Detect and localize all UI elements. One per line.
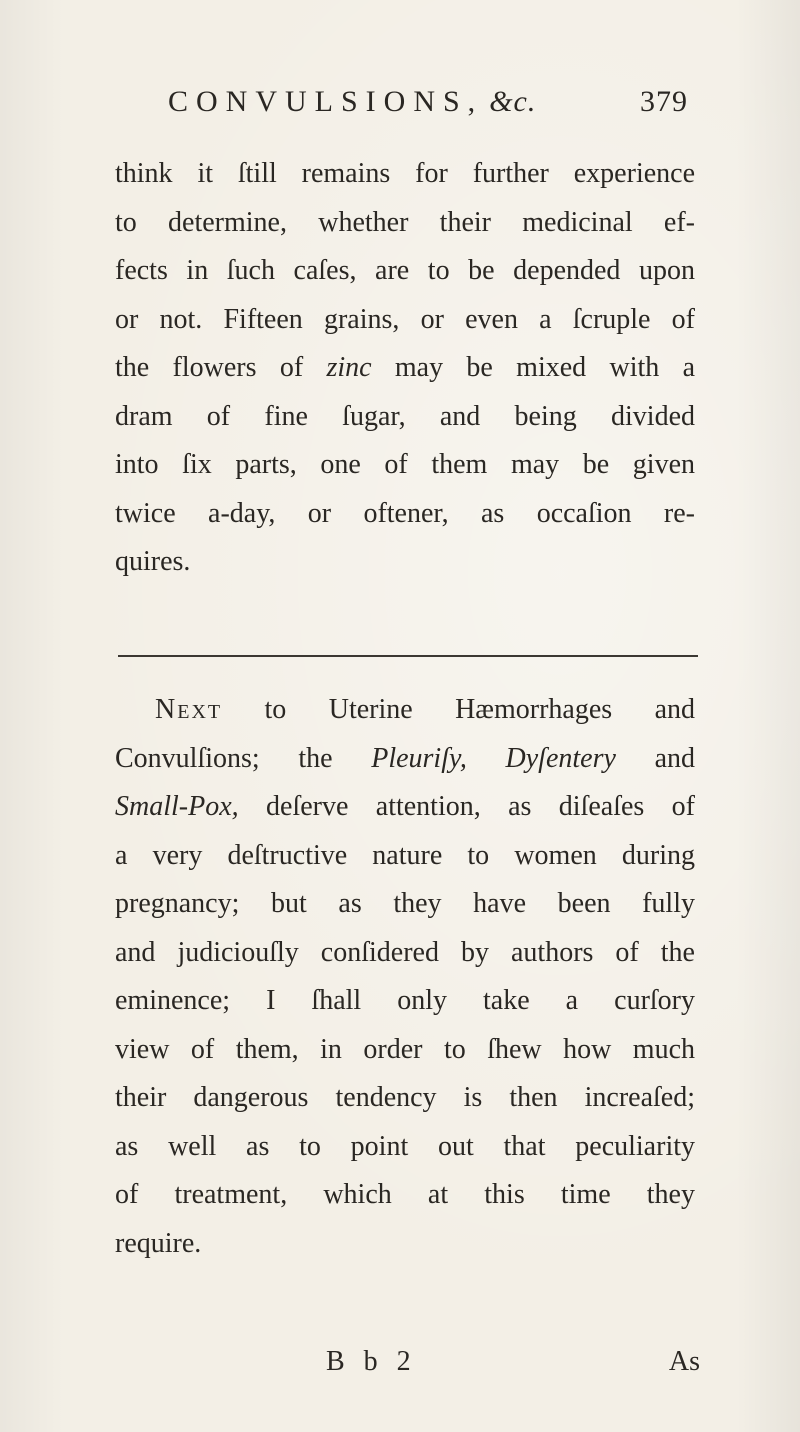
paragraph-pregnancy-diseases [115,686,695,1268]
text-line: or not. Fifteen grains, or even a ſcruple of [115,303,695,335]
italic-term-dysentery: Dyſentery [505,742,616,774]
italic-term-zinc: zinc [326,352,372,383]
text-segment: deſerve attention, as diſeaſes of [266,791,696,822]
text-line [115,344,695,393]
text-line: view of them, in order to ſhew how much [115,1033,695,1065]
text-line [115,686,695,735]
text-line: of treatment, which at this time they [115,1179,695,1210]
page-footer [118,1346,700,1386]
italic-term-small-pox: Small-Pox, [115,791,239,822]
text-line: require. [115,1227,202,1259]
text-line [115,783,695,832]
text-segment: and [654,742,696,774]
page-number: 379 [640,85,688,118]
text-segment: the flowers of [115,352,304,383]
text-line [115,735,695,784]
signature-mark: B b 2 [326,1346,417,1377]
text-segment: to Uterine Hæmorrhages and [264,694,696,725]
text-line: twice a-day, or oftener, as occaſion re- [115,497,695,529]
running-head-title: CONVULSIONS, [168,85,484,118]
text-line: quires. [115,546,191,577]
text-line: fects in ſuch caſes, are to be depended upon [115,255,695,286]
text-segment: Convulſions; the [115,742,333,774]
text-line: their dangerous tendency is then increaſed; [115,1082,695,1113]
catchword: As [668,1346,700,1377]
text-line: as well as to point out that peculiarity [115,1130,695,1162]
running-head [168,85,688,129]
text-line: dram of fine ſugar, and being divided [115,400,695,432]
text-line: pregnancy; but as they have been fully [115,888,695,919]
text-line: eminence; I ſhall only take a curſory [115,985,695,1016]
italic-term-pleurisy: Pleuriſy, [371,742,467,774]
paragraph-zinc-treatment [115,150,695,587]
text-line: think it ſtill remains for further experience [115,158,695,189]
small-caps-next: Next [155,694,223,725]
text-line: to determine, whether their medicinal ef- [115,206,695,238]
text-line: a very deſtructive nature to women during [115,839,695,871]
text-line: and judiciouſly conſidered by authors of the [115,936,695,968]
running-head-etc: &c. [489,85,537,118]
text-line: into ſix parts, one of them may be given [115,449,695,480]
text-segment: may be mixed with a [394,352,696,383]
section-divider [118,655,698,657]
